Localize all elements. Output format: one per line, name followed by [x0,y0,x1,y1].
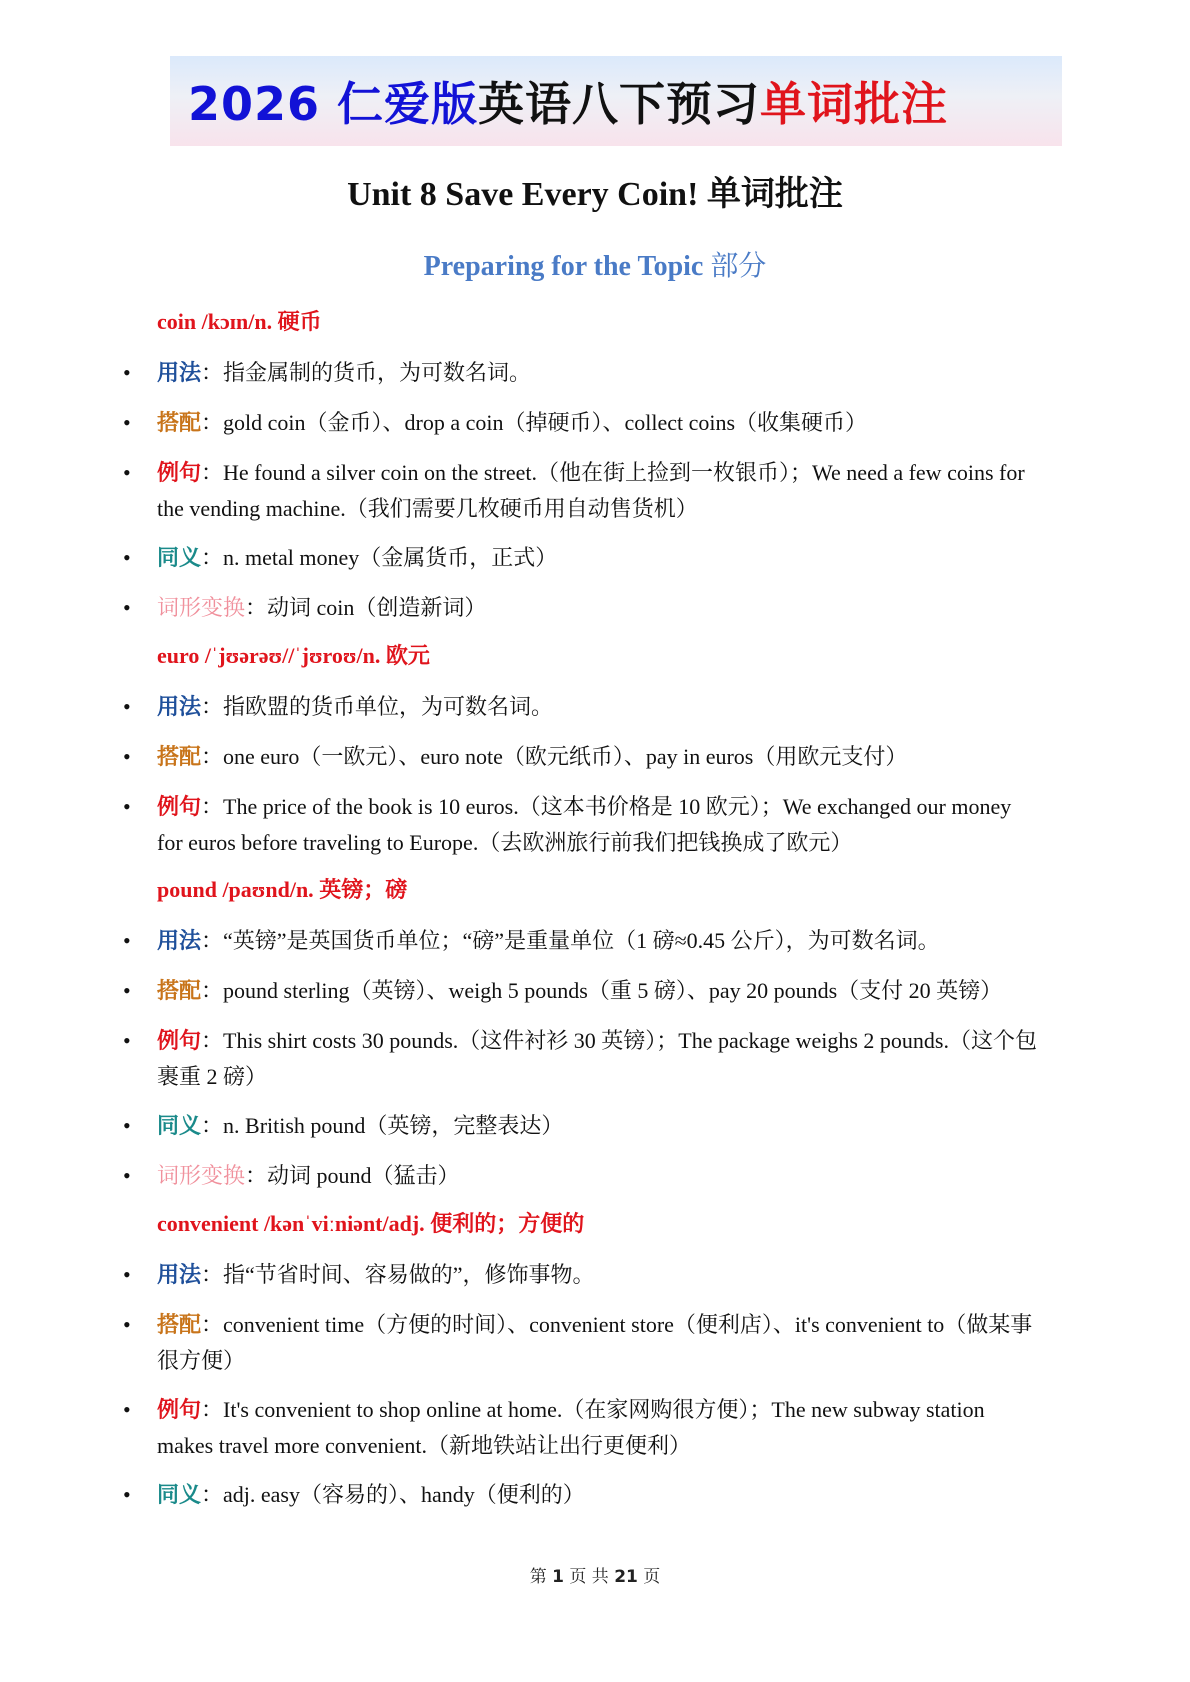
item-label: 用法 [157,1263,202,1288]
item-text: ：This shirt costs 30 pounds.（这件衬衫 30 英镑）；The package weighs 2 pounds.（这个包裹重 2 磅） [157,1028,1037,1089]
item-label: 用法 [157,929,202,954]
section-subtitle [0,244,1190,284]
item-label: 例句 [157,1398,202,1423]
title-banner [170,56,1062,146]
example-item [157,1023,1037,1094]
item-label: 搭配 [157,1313,202,1338]
example-item [157,789,1037,860]
word-meaning: 欧元 [385,644,430,669]
usage-item [157,355,1037,391]
item-text: ：one euro（一欧元）、euro note（欧元纸币）、pay in euros（用欧元支付） [201,744,908,769]
synonym-item [157,1108,1037,1144]
usage-item [157,1257,1037,1293]
word-heading [157,1208,1037,1241]
word-meaning: 硬币 [277,310,322,335]
item-text: ：指“节省时间、容易做的”，修饰事物。 [201,1262,595,1287]
item-text: ：动词 coin（创造新词） [245,595,487,620]
item-label: 同义 [157,1114,202,1139]
collocation-item [157,739,1037,775]
item-label: 用法 [157,361,202,386]
word-headword: convenient /kənˈviːniənt/adj. [157,1211,425,1236]
item-text: ：n. metal money（金属货币，正式） [201,545,558,570]
item-label: 同义 [157,1483,202,1508]
word-heading [157,306,1037,339]
footer-mid: 页 共 [569,1567,609,1587]
item-text: ：pound sterling（英镑）、weigh 5 pounds（重 5 磅）、pay 20 pounds（支付 20 英镑） [201,978,1003,1003]
section-subtitle-zh: 部分 [710,249,767,282]
collocation-item [157,1307,1037,1378]
item-text: ：指金属制的货币，为可数名词。 [201,360,532,385]
item-text: ：动词 pound（猛击） [245,1163,460,1188]
word-meaning: 英镑；磅 [319,878,408,903]
item-label: 例句 [157,1029,202,1054]
item-label: 同义 [157,546,202,571]
section-subtitle-en: Preparing for the Topic [423,251,704,282]
item-label: 用法 [157,695,202,720]
banner-subject: 英语八下预习 [478,77,761,131]
item-text: ：The price of the book is 10 euros.（这本书价格是 10 欧元）；We exchanged our money for euros before traveling to Europe.（去欧洲旅行前我们把钱换成了欧元） [157,794,1012,855]
page-footer [0,1562,1190,1587]
example-item [157,455,1037,526]
usage-item [157,689,1037,725]
item-label: 搭配 [157,411,202,436]
item-text: ：n. British pound（英镑，完整表达） [201,1113,564,1138]
item-text: ：gold coin（金币）、drop a coin（掉硬币）、collect coins（收集硬币） [201,410,868,435]
unit-title [0,166,1190,215]
synonym-item [157,1477,1037,1513]
word-headword: coin /kɔɪn/n. [157,309,273,334]
footer-prefix: 第 [529,1567,547,1587]
footer-page-number: 1 [552,1567,564,1587]
word-headword: euro /ˈjʊərəʊ//ˈjʊroʊ/n. [157,643,381,668]
word-headword: pound /paʊnd/n. [157,877,314,902]
item-label: 词形变换 [157,596,246,621]
item-text: ：adj. easy（容易的）、handy（便利的） [201,1482,585,1507]
unit-title-zh: 单词批注 [706,174,843,214]
footer-total-pages: 21 [614,1567,638,1587]
footer-suffix: 页 [643,1567,661,1587]
item-text: ：He found a silver coin on the street.（他在街上捡到一枚银币）；We need a few coins for the vending machine.（我们需要几枚硬币用自动售货机） [157,460,1025,521]
banner-topic: 单词批注 [760,77,949,131]
item-label: 例句 [157,795,202,820]
item-text: ：convenient time（方便的时间）、convenient store（便利店）、it's convenient to（做某事很方便） [157,1312,1033,1373]
item-text: ：指欧盟的货币单位，为可数名词。 [201,694,554,719]
example-item [157,1392,1037,1463]
unit-title-en: Unit 8 Save Every Coin! [347,176,699,213]
item-label: 搭配 [157,979,202,1004]
vocabulary-list [157,306,1037,1527]
collocation-item [157,405,1037,441]
word-heading [157,874,1037,907]
word-meaning: 便利的；方便的 [430,1212,585,1237]
word-form-item [157,590,1037,626]
item-label: 搭配 [157,745,202,770]
word-form-item [157,1158,1037,1194]
usage-item [157,923,1037,959]
word-heading [157,640,1037,673]
item-label: 词形变换 [157,1164,246,1189]
banner-year-edition: 2026 仁爱版 [188,77,479,131]
item-text: ：“英镑”是英国货币单位；“磅”是重量单位（1 磅≈0.45 公斤），为可数名词。 [201,928,940,953]
collocation-item [157,973,1037,1009]
synonym-item [157,540,1037,576]
item-label: 例句 [157,461,202,486]
item-text: ：It's convenient to shop online at home.（在家网购很方便）；The new subway station makes travel more convenient.（新地铁站让出行更便利） [157,1397,985,1458]
